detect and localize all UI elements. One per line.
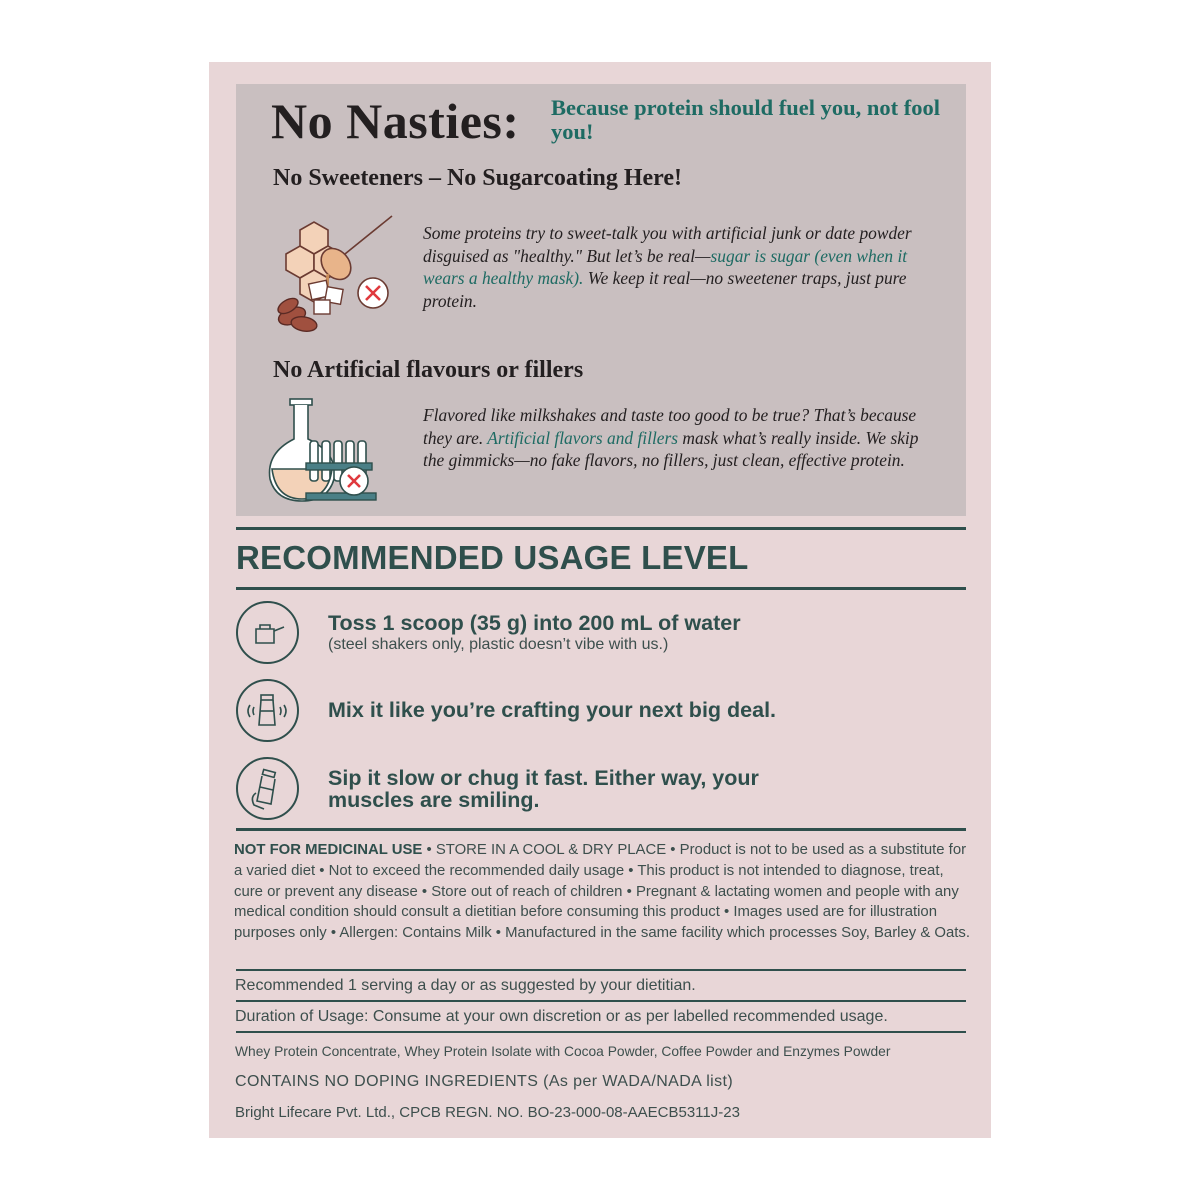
step-1-text: Toss 1 scoop (35 g) into 200 mL of water — [328, 611, 741, 635]
sweeteners-paragraph — [423, 222, 928, 313]
flavours-highlight: Artificial flavors and fillers — [487, 427, 679, 448]
step-2-text: Mix it like you’re crafting your next big deal. — [328, 698, 777, 722]
divider — [236, 1000, 966, 1002]
scoop-icon — [236, 601, 299, 664]
warnings-lead: NOT FOR MEDICINAL USE — [234, 842, 423, 858]
divider — [236, 969, 966, 971]
flavours-illustration-icon — [262, 397, 392, 507]
usage-title: RECOMMENDED USAGE LEVEL — [236, 539, 749, 576]
recommended-serving: Recommended 1 serving a day or as suggested by your dietitian. — [235, 977, 696, 994]
flavours-text-1: Flavored like milkshakes and taste too good to be true? That’s because they are. — [423, 405, 917, 448]
sweeteners-illustration-icon — [270, 208, 400, 338]
drink-icon — [236, 757, 299, 820]
divider — [236, 527, 966, 530]
ingredients: Whey Protein Concentrate, Whey Protein Isolate with Cocoa Powder, Coffee Powder and Enzymes Powder — [235, 1044, 891, 1059]
no-nasties-tagline: Because protein should fuel you, not fool you! — [551, 95, 941, 144]
sweeteners-text-2: We keep it real—no sweetener traps, just pure protein. — [423, 268, 907, 312]
divider — [236, 1031, 966, 1033]
sweeteners-text-1: Some proteins try to sweet-talk you with artificial junk or date powder disguised as "healthy." But let’s be real— — [423, 223, 912, 266]
sweeteners-highlight: sugar is sugar (even when it wears a healthy mask). — [423, 245, 908, 289]
step-1-subtext: (steel shakers only, plastic doesn’t vibe with us.) — [328, 636, 669, 653]
divider — [236, 828, 966, 831]
divider — [236, 587, 966, 590]
warnings-body: • STORE IN A COOL & DRY PLACE • Product is not to be used as a substitute for a varied diet • Not to exceed the recommended daily usage • This product is not intended to diagnose, treat, cure or prevent any disease • Store out of reach of children • Pregnant & lactating women and people with any medical condition should consult a dietitian before consuming this product • Images used are for illustration purposes only • Allergen: Contains Milk • Manufactured in the same facility which processes Soy, Barley & Oats. — [234, 842, 970, 942]
no-nasties-title: No Nasties: — [271, 93, 520, 149]
doping-statement: CONTAINS NO DOPING INGREDIENTS (As per WADA/NADA list) — [235, 1073, 734, 1090]
flavours-paragraph — [423, 404, 928, 472]
step-3-text: Sip it slow or chug it fast. Either way, your muscles are smiling. — [328, 766, 759, 812]
flavours-text-2: mask what’s really inside. We skip the gimmicks—no fake flavors, no fillers, just clean, effective protein. — [423, 427, 919, 471]
company-info: Bright Lifecare Pvt. Ltd., CPCB REGN. NO. BO-23-000-08-AAECB5311J-23 — [235, 1104, 740, 1121]
duration-of-usage: Duration of Usage: Consume at your own discretion or as per labelled recommended usage. — [235, 1008, 888, 1025]
shaker-icon — [236, 679, 299, 742]
sweeteners-heading: No Sweeteners – No Sugarcoating Here! — [273, 165, 683, 191]
warnings-text — [234, 840, 974, 944]
flavours-heading: No Artificial flavours or fillers — [273, 357, 584, 383]
